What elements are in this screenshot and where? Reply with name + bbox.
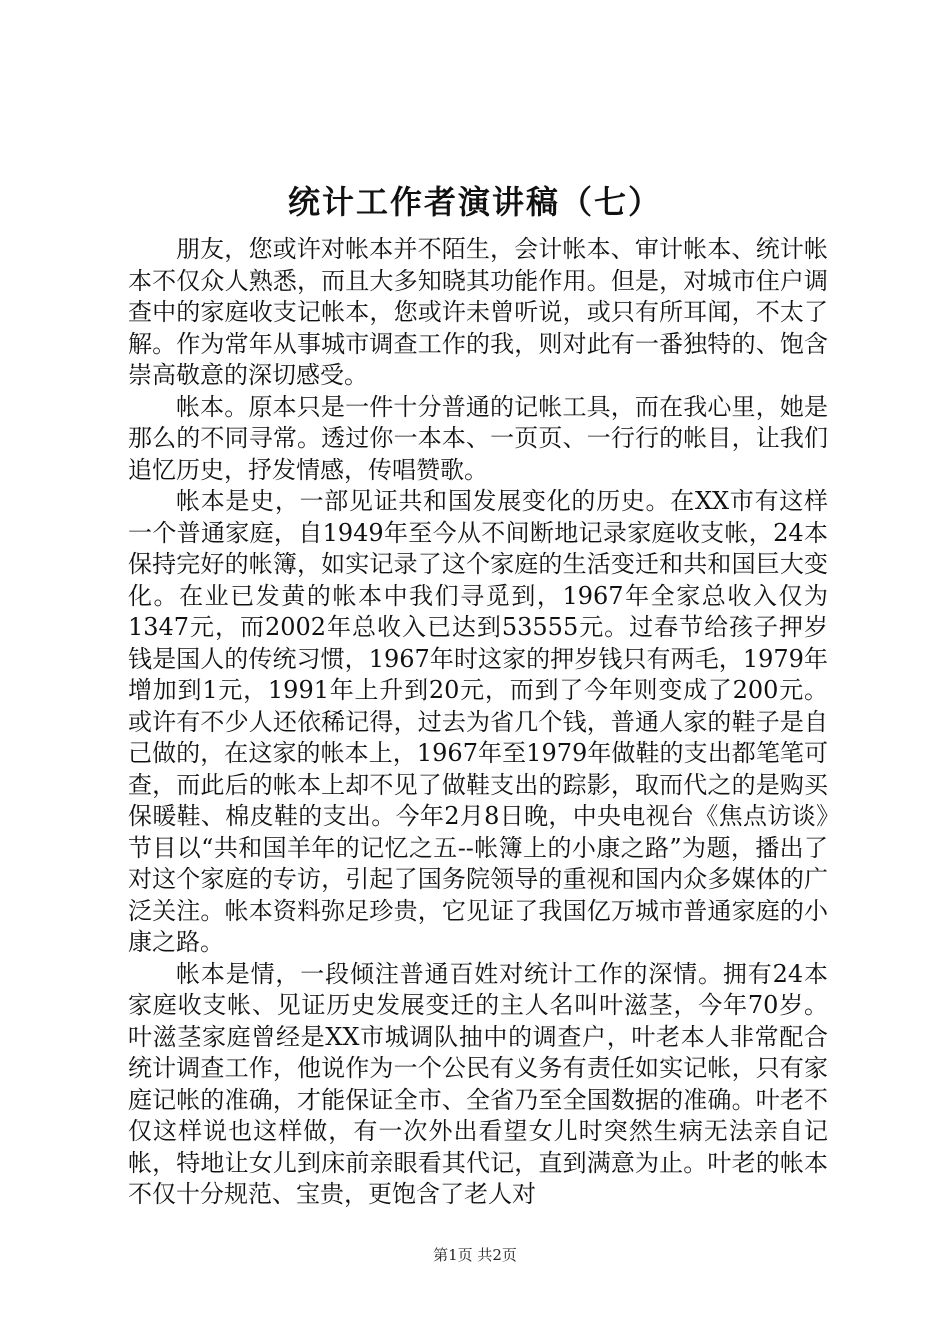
paragraph: 帐本是史，一部见证共和国发展变化的历史。在XX市有这样一个普通家庭，自1949年至今从不间断地记录家庭收支帐，24本保持完好的帐簿，如实记录了这个家庭的生活变迁和共和国巨大变化。在业已发黄的帐本中我们寻觅到，1967年全家总收入仅为1347元，而2002年总收入已达到53555元。过春节给孩子押岁钱是国人的传统习惯，1967年时这家的押岁钱只有两毛，1979年增加到1元，1991年上升到20元，而到了今年则变成了200元。或许有不少人还依稀记得，过去为省几个钱，普通人家的鞋子是自己做的，在这家的帐本上，1967年至1979年做鞋的支出都笔笔可查，而此后的帐本上却不见了做鞋支出的踪影，取而代之的是购买保暖鞋、棉皮鞋的支出。今年2月8日晚，中央电视台《焦点访谈》节目以“共和国羊年的记忆之五--帐簿上的小康之路”为题，播出了对这个家庭的专访，引起了国务院领导的重视和国内众多媒体的广泛关注。帐本资料弥足珍贵，它见证了我国亿万城市普通家庭的小康之路。 bbox=[128, 487, 828, 956]
page-footer: 第1页 共2页 bbox=[433, 1246, 517, 1264]
paragraph: 帐本是情，一段倾注普通百姓对统计工作的深情。拥有24本家庭收支帐、见证历史发展变迁的主人名叫叶滋茎，今年70岁。叶滋茎家庭曾经是XX市城调队抽中的调查户，叶老本人非常配合统计调查工作，他说作为一个公民有义务有责任如实记帐，只有家庭记帐的准确，才能保证全市、全省乃至全国数据的准确。叶老不仅这样说也这样做，有一次外出看望女儿时突然生病无法亲自记帐，特地让女儿到床前亲眼看其代记，直到满意为止。叶老的帐本不仅十分规范、宝贵，更饱含了老人对 bbox=[128, 959, 828, 1208]
document-body bbox=[128, 234, 828, 1211]
document-title: 统计工作者演讲稿（七） bbox=[287, 183, 662, 221]
paragraph: 朋友，您或许对帐本并不陌生，会计帐本、审计帐本、统计帐本不仅众人熟悉，而且大多知晓其功能作用。但是，对城市住户调查中的家庭收支记帐本，您或许未曾听说，或只有所耳闻，不太了解。作为常年从事城市调查工作的我，则对此有一番独特的、饱含崇高敬意的深切感受。 bbox=[128, 235, 828, 389]
paragraph: 帐本。原本只是一件十分普通的记帐工具，而在我心里，她是那么的不同寻常。透过你一本本、一页页、一行行的帐目，让我们追忆历史，抒发情感，传唱赞歌。 bbox=[128, 392, 828, 484]
